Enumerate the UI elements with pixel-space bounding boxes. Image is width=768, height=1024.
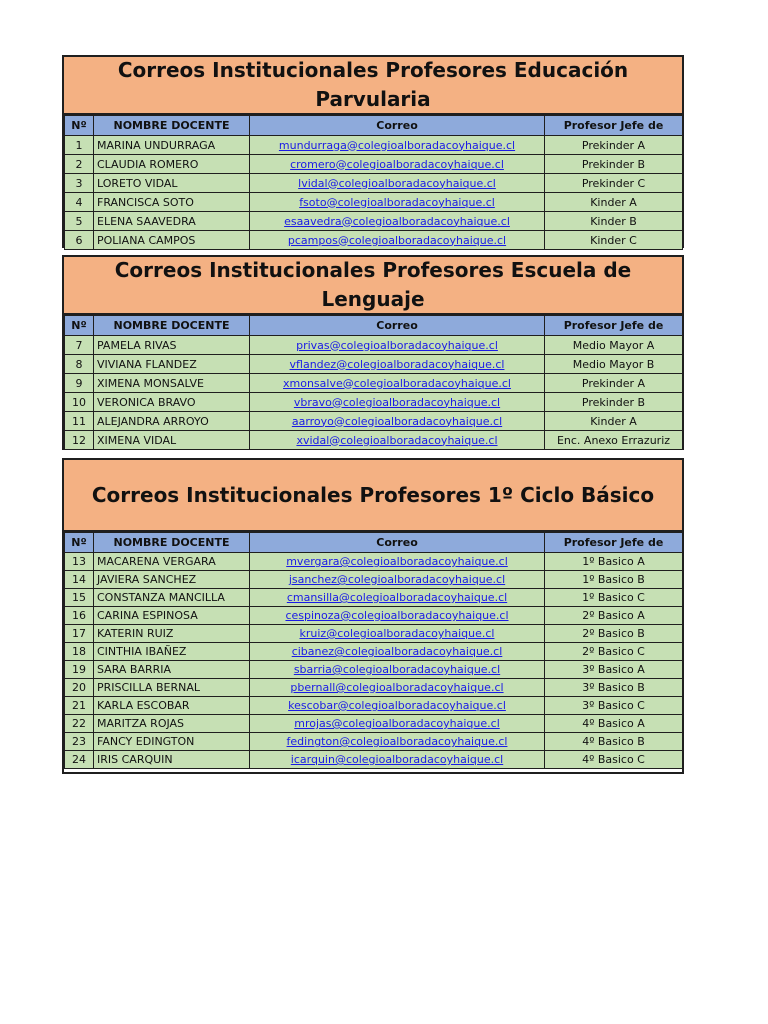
- homeroom-class: Prekinder B: [545, 393, 683, 412]
- table-row: [65, 697, 683, 715]
- teacher-name: KARLA ESCOBAR: [94, 697, 250, 715]
- table-row: [65, 374, 683, 393]
- teacher-email-link[interactable]: esaavedra@colegioalboradacoyhaique.cl: [250, 212, 545, 231]
- table-row: [65, 155, 683, 174]
- section-primer-ciclo: [62, 458, 684, 774]
- teacher-email-link[interactable]: xvidal@colegioalboradacoyhaique.cl: [250, 431, 545, 450]
- homeroom-class: Kinder B: [545, 212, 683, 231]
- homeroom-class: Medio Mayor B: [545, 355, 683, 374]
- teacher-email-link[interactable]: aarroyo@colegioalboradacoyhaique.cl: [250, 412, 545, 431]
- section-title: Correos Institucionales Profesores Escuela de Lenguaje: [64, 257, 682, 315]
- section-title: Correos Institucionales Profesores Educación Parvularia: [64, 57, 682, 115]
- teacher-email-link[interactable]: kruiz@colegioalboradacoyhaique.cl: [250, 625, 545, 643]
- table-row: [65, 625, 683, 643]
- teacher-email-link[interactable]: fedington@colegioalboradacoyhaique.cl: [250, 733, 545, 751]
- homeroom-class: 1º Basico B: [545, 571, 683, 589]
- header-num: Nº: [65, 316, 94, 336]
- table-row: [65, 393, 683, 412]
- homeroom-class: Enc. Anexo Errazuriz: [545, 431, 683, 450]
- header-num: Nº: [65, 116, 94, 136]
- teacher-name: CLAUDIA ROMERO: [94, 155, 250, 174]
- teacher-name: ALEJANDRA ARROYO: [94, 412, 250, 431]
- section-lenguaje: [62, 255, 684, 450]
- teacher-email-link[interactable]: cmansilla@colegioalboradacoyhaique.cl: [250, 589, 545, 607]
- row-number: 20: [65, 679, 94, 697]
- teacher-name: POLIANA CAMPOS: [94, 231, 250, 250]
- teacher-email-link[interactable]: jsanchez@colegioalboradacoyhaique.cl: [250, 571, 545, 589]
- row-number: 9: [65, 374, 94, 393]
- homeroom-class: 1º Basico C: [545, 589, 683, 607]
- row-number: 7: [65, 336, 94, 355]
- homeroom-class: 4º Basico B: [545, 733, 683, 751]
- homeroom-class: Prekinder A: [545, 374, 683, 393]
- header-email: Correo: [250, 116, 545, 136]
- homeroom-class: 3º Basico B: [545, 679, 683, 697]
- row-number: 4: [65, 193, 94, 212]
- table-row: [65, 355, 683, 374]
- table-row: [65, 679, 683, 697]
- row-number: 24: [65, 751, 94, 769]
- teacher-name: MARINA UNDURRAGA: [94, 136, 250, 155]
- teacher-email-link[interactable]: cromero@colegioalboradacoyhaique.cl: [250, 155, 545, 174]
- row-number: 1: [65, 136, 94, 155]
- table-header-row: [65, 116, 683, 136]
- row-number: 21: [65, 697, 94, 715]
- table-row: [65, 431, 683, 450]
- table-row: [65, 733, 683, 751]
- teacher-name: ELENA SAAVEDRA: [94, 212, 250, 231]
- table-body: [65, 336, 683, 450]
- row-number: 6: [65, 231, 94, 250]
- teacher-email-link[interactable]: vflandez@colegioalboradacoyhaique.cl: [250, 355, 545, 374]
- homeroom-class: Prekinder A: [545, 136, 683, 155]
- row-number: 17: [65, 625, 94, 643]
- table-row: [65, 661, 683, 679]
- table-header-row: [65, 533, 683, 553]
- homeroom-class: Prekinder C: [545, 174, 683, 193]
- table-row: [65, 607, 683, 625]
- teacher-name: SARA BARRIA: [94, 661, 250, 679]
- homeroom-class: Medio Mayor A: [545, 336, 683, 355]
- teachers-table: [64, 532, 683, 769]
- teacher-email-link[interactable]: cespinoza@colegioalboradacoyhaique.cl: [250, 607, 545, 625]
- teacher-email-link[interactable]: icarquin@colegioalboradacoyhaique.cl: [250, 751, 545, 769]
- row-number: 12: [65, 431, 94, 450]
- section-parvularia: [62, 55, 684, 248]
- table-row: [65, 643, 683, 661]
- row-number: 10: [65, 393, 94, 412]
- teacher-email-link[interactable]: mvergara@colegioalboradacoyhaique.cl: [250, 553, 545, 571]
- header-jefe: Profesor Jefe de: [545, 116, 683, 136]
- row-number: 18: [65, 643, 94, 661]
- teacher-email-link[interactable]: privas@colegioalboradacoyhaique.cl: [250, 336, 545, 355]
- teacher-name: MACARENA VERGARA: [94, 553, 250, 571]
- header-num: Nº: [65, 533, 94, 553]
- header-email: Correo: [250, 316, 545, 336]
- teacher-email-link[interactable]: lvidal@colegioalboradacoyhaique.cl: [250, 174, 545, 193]
- table-row: [65, 589, 683, 607]
- header-email: Correo: [250, 533, 545, 553]
- teacher-name: MARITZA ROJAS: [94, 715, 250, 733]
- table-row: [65, 231, 683, 250]
- row-number: 13: [65, 553, 94, 571]
- homeroom-class: Kinder A: [545, 193, 683, 212]
- table-body: [65, 553, 683, 769]
- teacher-email-link[interactable]: fsoto@colegioalboradacoyhaique.cl: [250, 193, 545, 212]
- table-row: [65, 571, 683, 589]
- teacher-name: CINTHIA IBAÑEZ: [94, 643, 250, 661]
- teacher-name: VERONICA BRAVO: [94, 393, 250, 412]
- teacher-name: XIMENA VIDAL: [94, 431, 250, 450]
- row-number: 23: [65, 733, 94, 751]
- homeroom-class: 4º Basico C: [545, 751, 683, 769]
- teacher-name: FANCY EDINGTON: [94, 733, 250, 751]
- homeroom-class: 4º Basico A: [545, 715, 683, 733]
- teacher-email-link[interactable]: kescobar@colegioalboradacoyhaique.cl: [250, 697, 545, 715]
- teacher-name: XIMENA MONSALVE: [94, 374, 250, 393]
- teacher-email-link[interactable]: pcampos@colegioalboradacoyhaique.cl: [250, 231, 545, 250]
- row-number: 5: [65, 212, 94, 231]
- table-row: [65, 751, 683, 769]
- homeroom-class: 3º Basico A: [545, 661, 683, 679]
- teacher-name: IRIS CARQUIN: [94, 751, 250, 769]
- table-row: [65, 136, 683, 155]
- row-number: 16: [65, 607, 94, 625]
- teacher-email-link[interactable]: mundurraga@colegioalboradacoyhaique.cl: [250, 136, 545, 155]
- row-number: 3: [65, 174, 94, 193]
- table-row: [65, 174, 683, 193]
- table-row: [65, 193, 683, 212]
- table-header-row: [65, 316, 683, 336]
- homeroom-class: Prekinder B: [545, 155, 683, 174]
- teachers-table: [64, 115, 683, 250]
- homeroom-class: 1º Basico A: [545, 553, 683, 571]
- row-number: 15: [65, 589, 94, 607]
- teacher-name: CARINA ESPINOSA: [94, 607, 250, 625]
- homeroom-class: 2º Basico B: [545, 625, 683, 643]
- teacher-name: VIVIANA FLANDEZ: [94, 355, 250, 374]
- teachers-table: [64, 315, 683, 450]
- table-row: [65, 412, 683, 431]
- row-number: 8: [65, 355, 94, 374]
- row-number: 2: [65, 155, 94, 174]
- header-name: NOMBRE DOCENTE: [94, 116, 250, 136]
- table-row: [65, 715, 683, 733]
- table-row: [65, 336, 683, 355]
- row-number: 11: [65, 412, 94, 431]
- homeroom-class: 2º Basico A: [545, 607, 683, 625]
- teacher-email-link[interactable]: pbernall@colegioalboradacoyhaique.cl: [250, 679, 545, 697]
- teacher-email-link[interactable]: mrojas@colegioalboradacoyhaique.cl: [250, 715, 545, 733]
- teacher-name: FRANCISCA SOTO: [94, 193, 250, 212]
- header-name: NOMBRE DOCENTE: [94, 533, 250, 553]
- teacher-name: PAMELA RIVAS: [94, 336, 250, 355]
- homeroom-class: 2º Basico C: [545, 643, 683, 661]
- teacher-name: LORETO VIDAL: [94, 174, 250, 193]
- teacher-name: PRISCILLA BERNAL: [94, 679, 250, 697]
- section-title: Correos Institucionales Profesores 1º Ciclo Básico: [64, 460, 682, 532]
- teacher-name: KATERIN RUIZ: [94, 625, 250, 643]
- header-name: NOMBRE DOCENTE: [94, 316, 250, 336]
- row-number: 22: [65, 715, 94, 733]
- teacher-name: JAVIERA SANCHEZ: [94, 571, 250, 589]
- homeroom-class: 3º Basico C: [545, 697, 683, 715]
- header-jefe: Profesor Jefe de: [545, 316, 683, 336]
- row-number: 19: [65, 661, 94, 679]
- homeroom-class: Kinder A: [545, 412, 683, 431]
- homeroom-class: Kinder C: [545, 231, 683, 250]
- table-row: [65, 553, 683, 571]
- table-body: [65, 136, 683, 250]
- teacher-email-link[interactable]: cibanez@colegioalboradacoyhaique.cl: [250, 643, 545, 661]
- table-row: [65, 212, 683, 231]
- teacher-email-link[interactable]: sbarria@colegioalboradacoyhaique.cl: [250, 661, 545, 679]
- header-jefe: Profesor Jefe de: [545, 533, 683, 553]
- row-number: 14: [65, 571, 94, 589]
- teacher-name: CONSTANZA MANCILLA: [94, 589, 250, 607]
- teacher-email-link[interactable]: xmonsalve@colegioalboradacoyhaique.cl: [250, 374, 545, 393]
- teacher-email-link[interactable]: vbravo@colegioalboradacoyhaique.cl: [250, 393, 545, 412]
